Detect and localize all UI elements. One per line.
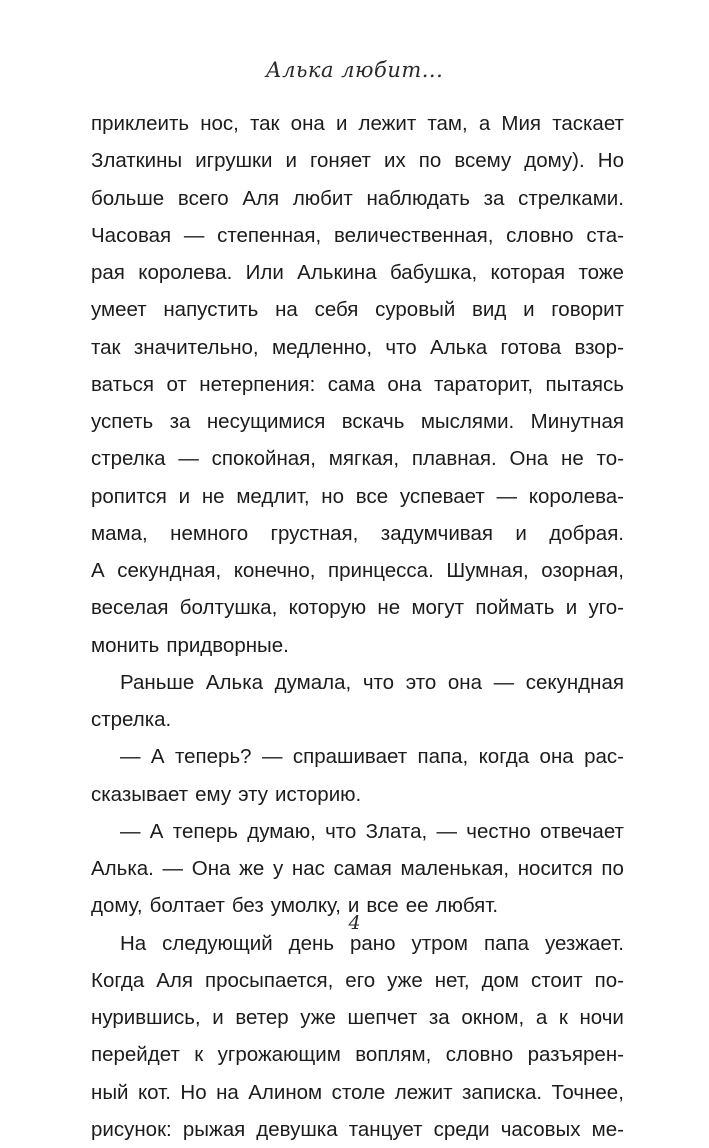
word: монить <box>91 633 160 657</box>
word: же <box>239 857 265 880</box>
word: спокойная, <box>211 447 316 471</box>
word: дому). <box>524 149 585 173</box>
word: думаю, <box>247 819 316 843</box>
word: просыпается, <box>204 968 334 992</box>
word: Точнее, <box>551 1080 624 1104</box>
word: ропится <box>91 484 167 508</box>
word: — <box>436 819 457 843</box>
word: мыслями. <box>420 410 515 433</box>
word: словно <box>506 223 574 247</box>
word: веселая <box>91 596 169 620</box>
text-line <box>91 999 624 1036</box>
word: сказывает <box>91 782 189 806</box>
word: она <box>290 112 325 135</box>
word: королева. <box>138 261 233 284</box>
word: секундная, <box>117 559 222 582</box>
word: Она <box>509 447 549 471</box>
word: степенная, <box>217 223 322 247</box>
text-line <box>91 478 624 515</box>
word: уже <box>387 968 423 992</box>
word: но <box>321 484 345 508</box>
word: Часовая <box>91 223 172 247</box>
word: всего <box>177 186 229 210</box>
word: танцует <box>348 1117 423 1141</box>
word: это <box>405 670 437 694</box>
word: девушка <box>256 1117 338 1141</box>
word: ме- <box>591 1117 624 1141</box>
word: Она <box>191 857 231 880</box>
word: и <box>565 596 578 620</box>
word: что <box>362 670 395 694</box>
word: говорит <box>551 298 624 322</box>
word: несущимися <box>206 410 326 433</box>
text-line <box>91 850 624 887</box>
word: Мия <box>501 112 542 135</box>
word: ный <box>91 1080 129 1104</box>
word: все <box>366 894 399 918</box>
word: записка. <box>461 1080 543 1104</box>
word: Алька. <box>91 857 154 880</box>
word: она <box>387 372 422 396</box>
word: мама, <box>91 521 148 545</box>
word: и <box>515 521 527 545</box>
word: секундная <box>525 670 624 694</box>
word: так <box>250 112 280 135</box>
word: принцесса. <box>327 559 434 582</box>
word: по <box>601 857 624 880</box>
word: их <box>384 149 406 173</box>
word: игрушки <box>195 149 273 173</box>
word: озорная, <box>541 559 624 582</box>
text-line <box>91 142 624 179</box>
word: — <box>493 670 515 694</box>
word: А <box>150 745 165 769</box>
word: она <box>447 670 483 694</box>
word: она <box>539 745 574 769</box>
word: нос, <box>200 112 239 135</box>
word: уже <box>300 1006 336 1029</box>
word: от <box>166 372 187 396</box>
word: королева- <box>528 484 624 508</box>
text-line <box>91 291 624 328</box>
word: рас- <box>584 745 624 769</box>
word: придворные. <box>166 633 289 657</box>
word: грустная, <box>270 521 359 545</box>
word: напустить <box>163 298 259 322</box>
word: болтушка, <box>179 596 278 620</box>
word: ста- <box>586 223 624 247</box>
word: бабушка, <box>389 261 478 284</box>
word: ваться <box>91 372 155 396</box>
word: к <box>194 1043 204 1067</box>
word: когда <box>478 745 530 769</box>
text-line <box>91 1111 624 1148</box>
text-line <box>91 440 624 477</box>
word: немного <box>170 521 249 545</box>
word: и <box>178 484 191 508</box>
word: Но <box>180 1080 207 1104</box>
word: к <box>558 1006 568 1029</box>
word: ее <box>405 894 429 918</box>
word: которую <box>288 596 367 620</box>
word: кот. <box>137 1080 171 1104</box>
word: столе <box>331 1080 386 1104</box>
word: дому, <box>91 894 143 918</box>
text-line <box>91 664 624 701</box>
word: рано <box>349 931 396 955</box>
word: Или <box>245 261 284 284</box>
word: гоняет <box>309 149 371 173</box>
text-line <box>91 962 624 999</box>
text-line <box>91 552 624 589</box>
word: и <box>523 298 535 322</box>
word: на <box>275 298 298 322</box>
word: — <box>261 745 283 769</box>
word: что <box>385 335 417 359</box>
word: ветер <box>235 1006 289 1029</box>
word: стрелками. <box>518 186 624 210</box>
word: Алька <box>205 670 264 694</box>
text-line <box>91 1036 624 1073</box>
body-text <box>91 105 624 1148</box>
word: за <box>169 410 191 433</box>
word: что <box>325 819 357 843</box>
word: добрая. <box>549 521 624 545</box>
word: умеет <box>91 298 147 322</box>
word: Алином <box>248 1080 323 1104</box>
word: окном, <box>461 1006 525 1029</box>
word: а <box>478 112 491 135</box>
word: папа, <box>417 745 469 769</box>
word: задумчивая <box>380 521 493 545</box>
word: там, <box>427 112 468 135</box>
word: любят. <box>435 894 499 918</box>
word: тараторит, <box>433 372 534 396</box>
word: день <box>288 931 335 955</box>
word: всему <box>454 149 512 173</box>
text-line <box>91 366 624 403</box>
word: Алька <box>430 335 488 359</box>
running-head: Алька любит... <box>265 58 444 82</box>
word: наблюдать <box>366 186 470 210</box>
text-line <box>91 329 624 366</box>
word: историю. <box>275 782 362 806</box>
word: Аля <box>242 186 280 210</box>
word: — <box>120 745 141 769</box>
page-number: 4 <box>348 912 361 934</box>
word: лежит <box>394 1080 453 1104</box>
word: любит <box>292 186 353 210</box>
word: так <box>91 335 121 359</box>
word: честно <box>466 819 531 843</box>
text-line <box>91 403 624 440</box>
word: Алькина <box>297 261 377 284</box>
word: нетерпения: <box>199 372 316 396</box>
word: по- <box>594 968 624 992</box>
text-line <box>91 1074 624 1111</box>
word: за <box>428 1006 450 1029</box>
word: А <box>149 819 164 843</box>
word: взор- <box>574 335 624 359</box>
word: и <box>285 149 297 173</box>
word: уезжает. <box>544 931 624 955</box>
word: утром <box>411 931 469 955</box>
word: нас <box>291 857 325 880</box>
word: тоже <box>578 261 624 284</box>
word: Минутная <box>530 410 624 433</box>
word: теперь? <box>175 745 252 769</box>
word: уго- <box>588 596 624 620</box>
word: конечно, <box>233 559 316 582</box>
word: Златкины <box>91 149 183 173</box>
word: дом <box>481 968 520 992</box>
text-line <box>91 813 624 850</box>
word: — <box>178 447 199 471</box>
word: — <box>162 857 184 880</box>
word: стоит <box>531 968 583 992</box>
word: плавная. <box>411 447 497 471</box>
word: значительно, <box>133 335 259 359</box>
word: не <box>561 447 584 471</box>
word: Когда <box>91 968 145 992</box>
word: нет, <box>434 968 470 992</box>
word: разъярен- <box>527 1043 624 1067</box>
word: следующий <box>162 931 273 955</box>
word: вскачь <box>341 410 405 433</box>
word: поймать <box>475 596 555 620</box>
word: воплям, <box>355 1043 432 1067</box>
word: его <box>345 968 376 992</box>
word: Аля <box>156 968 193 992</box>
word: приклеить <box>91 112 190 135</box>
word: — <box>183 223 205 247</box>
word: спрашивает <box>292 745 408 769</box>
word: успеть <box>91 410 154 433</box>
text-line <box>91 627 624 664</box>
word: эту <box>238 782 269 806</box>
word: и <box>212 1006 224 1029</box>
word: — <box>496 484 518 508</box>
text-line <box>91 701 624 738</box>
word: суровый <box>375 298 456 322</box>
word: Шумная, <box>446 559 529 582</box>
word: папа <box>483 931 529 955</box>
text-line <box>91 589 624 626</box>
word: и <box>335 112 348 135</box>
word: угрожающим <box>217 1043 341 1067</box>
word: Злата, <box>365 819 428 843</box>
word: лежит <box>358 112 417 135</box>
word: стрелка. <box>91 708 172 731</box>
word: умолку, <box>270 894 341 918</box>
word: а <box>535 1006 548 1029</box>
word: теперь <box>172 819 238 843</box>
text-line <box>91 738 624 775</box>
word: не <box>377 596 401 620</box>
text-line <box>91 254 624 291</box>
word: рисунок: <box>91 1117 172 1141</box>
word: Но <box>597 149 624 173</box>
word: не <box>201 484 225 508</box>
word: все <box>355 484 389 508</box>
word: часовых <box>500 1117 581 1141</box>
word: готова <box>500 335 562 359</box>
text-line <box>91 180 624 217</box>
word: рая <box>91 261 125 284</box>
word: словно <box>445 1043 514 1067</box>
word: рыжая <box>182 1117 246 1141</box>
word: по <box>418 149 442 173</box>
text-line <box>91 776 624 813</box>
word: таскает <box>552 112 624 135</box>
word: нурившись, <box>91 1006 201 1029</box>
word: ночи <box>579 1006 624 1029</box>
word: без <box>231 894 264 918</box>
text-line <box>91 515 624 552</box>
word: медленно, <box>271 335 373 359</box>
word: медлит, <box>236 484 310 508</box>
word: стрелка <box>91 447 166 471</box>
word: отвечает <box>540 819 624 843</box>
word: перейдет <box>91 1043 180 1067</box>
word: среди <box>433 1117 490 1141</box>
word: носится <box>517 857 593 880</box>
text-line <box>91 217 624 254</box>
word: ему <box>195 782 232 806</box>
word: успевает <box>399 484 485 508</box>
word: самая <box>333 857 392 880</box>
word: вид <box>472 298 507 322</box>
word: шепчет <box>347 1006 418 1029</box>
word: и <box>347 894 360 918</box>
word: думала, <box>274 670 352 694</box>
word: у <box>272 857 284 880</box>
word: на <box>216 1080 239 1104</box>
word: — <box>120 819 141 843</box>
word: сама <box>327 372 375 396</box>
word: больше <box>91 186 165 210</box>
word: мягкая, <box>328 447 400 471</box>
word: за <box>483 186 505 210</box>
word: которая <box>490 261 566 284</box>
word: А <box>91 559 105 582</box>
word: величественная, <box>333 223 494 247</box>
word: могут <box>411 596 465 620</box>
word: На <box>120 931 147 955</box>
word: пытаясь <box>545 372 624 396</box>
word: то- <box>596 447 624 471</box>
text-line <box>91 105 624 142</box>
word: болтает <box>149 894 225 918</box>
word: Раньше <box>120 670 195 694</box>
word: себя <box>314 298 359 322</box>
word: маленькая, <box>400 857 510 880</box>
